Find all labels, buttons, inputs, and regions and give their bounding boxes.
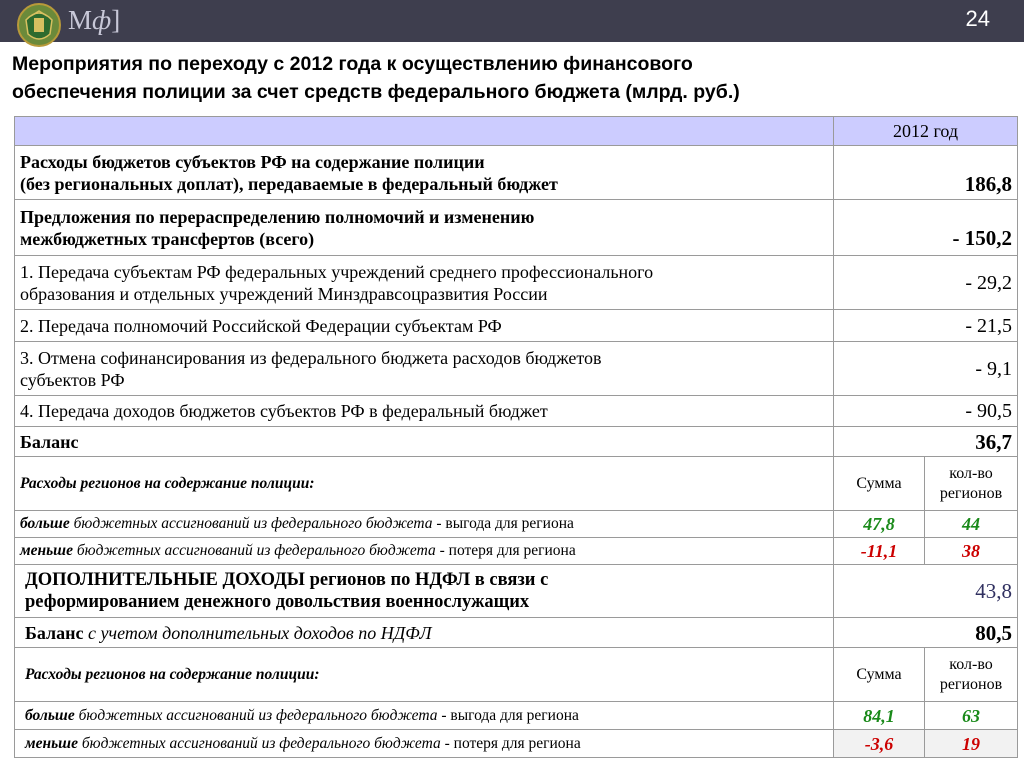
section2-more-row	[15, 702, 1018, 730]
section1-more-label: больше бюджетных ассигнований из федерального бюджета - выгода для региона	[15, 511, 834, 538]
row-value: 186,8	[834, 146, 1018, 200]
extra-income-value: 43,8	[834, 565, 1018, 618]
table-row	[15, 396, 1018, 427]
row-value: - 9,1	[834, 342, 1018, 396]
balance2-row	[15, 618, 1018, 648]
table-row	[15, 310, 1018, 342]
ministry-emblem-icon	[16, 2, 62, 48]
top-bar	[0, 0, 1024, 42]
section1-less-label: меньше бюджетных ассигнований из федерального бюджета - потеря для региона	[15, 538, 834, 565]
brand-logo: Мф]	[68, 5, 121, 35]
section2-more-label: больше бюджетных ассигнований из федерального бюджета - выгода для региона	[15, 702, 834, 730]
section1-count-header: кол-во регионов	[925, 457, 1018, 511]
page-title: Мероприятия по переходу с 2012 года к осуществлению финансового обеспечения полиции за счет средств федерального бюджета (млрд. руб.)	[12, 53, 740, 103]
row-label: Баланс	[15, 427, 834, 457]
row-label: Расходы бюджетов субъектов РФ на содержание полиции (без региональных доплат), передаваемые в федеральный бюджет	[15, 146, 834, 200]
row-label: 4. Передача доходов бюджетов субъектов РФ в федеральный бюджет	[15, 396, 834, 427]
section2-header-row	[15, 648, 1018, 702]
header-empty-cell	[15, 117, 834, 146]
section2-less-row	[15, 730, 1018, 758]
section1-more-row	[15, 511, 1018, 538]
row-value: - 29,2	[834, 256, 1018, 310]
section2-sum-header: Сумма	[834, 648, 925, 702]
section1-more-count: 44	[925, 511, 1018, 538]
row-value: - 21,5	[834, 310, 1018, 342]
row-value: - 150,2	[834, 200, 1018, 256]
row-label: 3. Отмена софинансирования из федерального бюджета расходов бюджетов субъектов РФ	[15, 342, 834, 396]
section1-less-sum: -11,1	[834, 538, 925, 565]
balance2-label: Баланс с учетом дополнительных доходов по НДФЛ	[15, 618, 834, 648]
balance2-value: 80,5	[834, 618, 1018, 648]
row-label: 1. Передача субъектам РФ федеральных учреждений среднего профессионального образования и отдельных учреждений Минздравсоцразвития России	[15, 256, 834, 310]
section2-less-sum: -3,6	[834, 730, 925, 758]
section2-less-label: меньше бюджетных ассигнований из федерального бюджета - потеря для региона	[15, 730, 834, 758]
row-value: - 90,5	[834, 396, 1018, 427]
section1-header-row	[15, 457, 1018, 511]
table-header-row	[15, 117, 1018, 146]
row-value: 36,7	[834, 427, 1018, 457]
extra-income-label: ДОПОЛНИТЕЛЬНЫЕ ДОХОДЫ регионов по НДФЛ в связи с реформированием денежного довольствия военнослужащих	[15, 565, 834, 618]
section2-more-sum: 84,1	[834, 702, 925, 730]
table-row	[15, 342, 1018, 396]
row-label: Предложения по перераспределению полномочий и изменению межбюджетных трансфертов (всего)	[15, 200, 834, 256]
slide-number: 24	[965, 6, 990, 31]
table-row	[15, 146, 1018, 200]
section1-label: Расходы регионов на содержание полиции:	[15, 457, 834, 511]
table-row	[15, 200, 1018, 256]
budget-table	[14, 116, 1018, 758]
table-row	[15, 256, 1018, 310]
extra-income-row	[15, 565, 1018, 618]
row-label: 2. Передача полномочий Российской Федерации субъектам РФ	[15, 310, 834, 342]
section2-label: Расходы регионов на содержание полиции:	[15, 648, 834, 702]
section1-less-row	[15, 538, 1018, 565]
section1-less-count: 38	[925, 538, 1018, 565]
section2-count-header: кол-во регионов	[925, 648, 1018, 702]
section1-sum-header: Сумма	[834, 457, 925, 511]
year-header: 2012 год	[834, 117, 1018, 146]
section2-more-count: 63	[925, 702, 1018, 730]
section2-less-count: 19	[925, 730, 1018, 758]
balance-row	[15, 427, 1018, 457]
section1-more-sum: 47,8	[834, 511, 925, 538]
